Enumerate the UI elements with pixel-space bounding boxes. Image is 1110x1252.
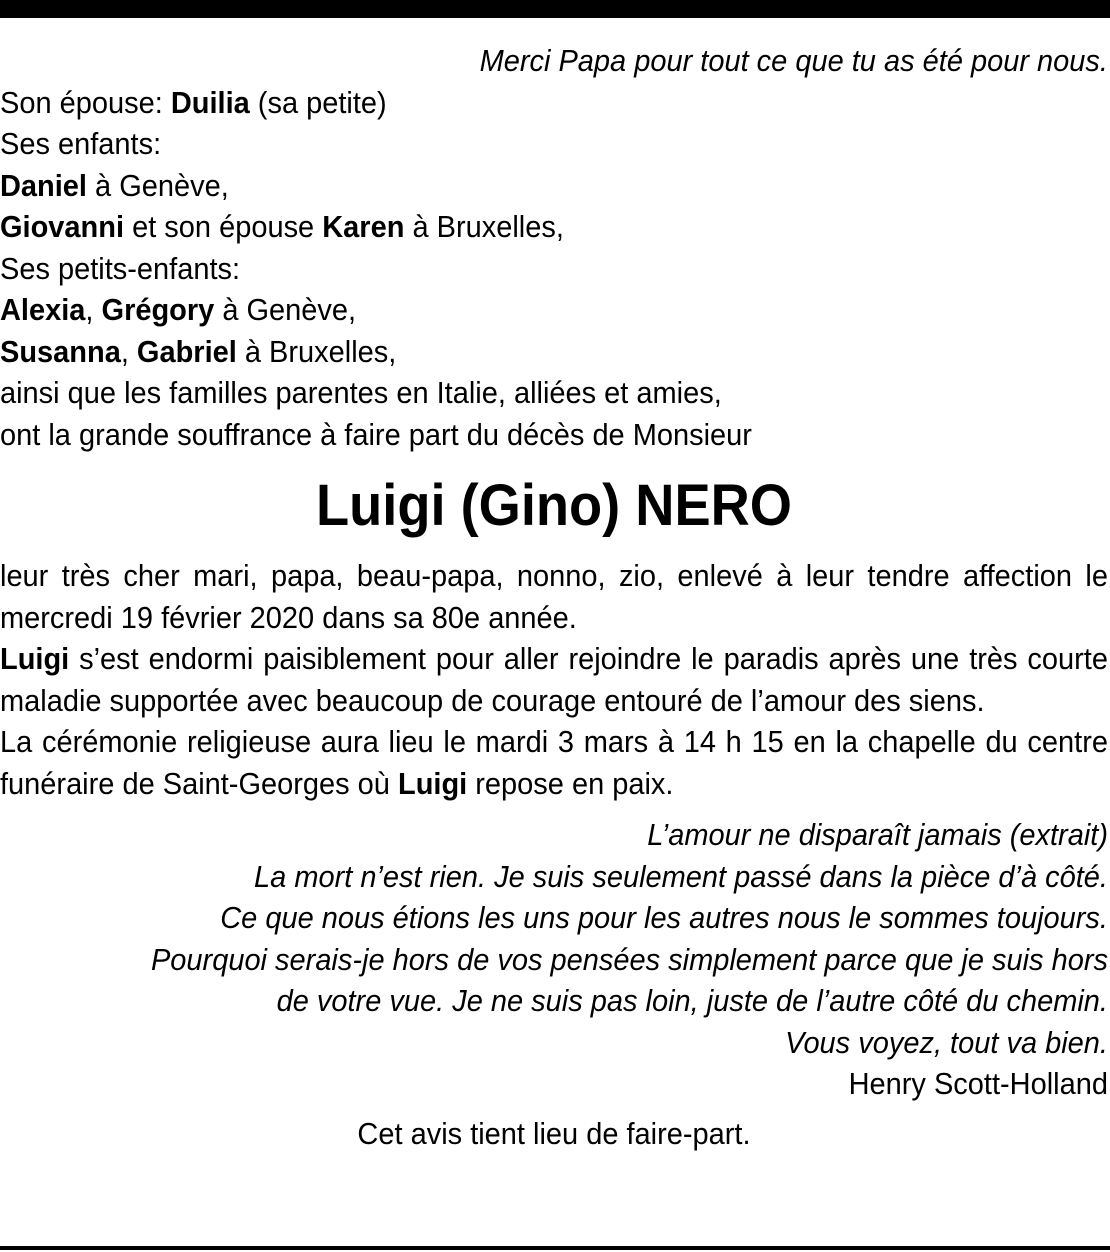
- notice-body: [0, 555, 1108, 804]
- poem-author: Henry Scott-Holland: [848, 1066, 1108, 1101]
- poem: [0, 814, 1108, 1105]
- spouse-label: Son épouse:: [0, 84, 171, 120]
- poem-line: Pourquoi serais-je hors de vos pensées simplement parce que je suis hors: [150, 941, 1108, 977]
- grandchild-name: Grégory: [101, 292, 215, 327]
- grandchild-name: Gabriel: [136, 333, 237, 369]
- spouse-note: (sa petite): [249, 84, 387, 120]
- body-text: s’est endormi paisiblement pour aller rejoindre le paradis après une très courte maladie supportée avec beaucoup de courage entouré de l’amour des siens.: [0, 641, 1108, 718]
- top-rule: [0, 0, 1110, 18]
- bottom-rule: [0, 1246, 1110, 1250]
- child-place: à Genève,: [86, 167, 229, 203]
- grandchild-place: à Genève,: [214, 292, 357, 327]
- poem-line: Ce que nous étions les uns pour les autres nous le sommes toujours.: [220, 900, 1108, 935]
- poem-line: La mort n’est rien. Je suis seulement passé dans la pièce d’à côté.: [254, 858, 1108, 894]
- child-spouse-name: Karen: [322, 209, 405, 244]
- deceased-first-name: Luigi: [0, 641, 70, 676]
- body-paragraph-2: [0, 638, 1108, 721]
- relatives-line: ainsi que les familles parentes en Italie, alliées et amies,: [0, 375, 722, 410]
- child-line-2: [0, 206, 1108, 248]
- family-list: [0, 82, 1108, 456]
- deceased-first-name: Luigi: [397, 765, 468, 801]
- grandchild-name: Alexia: [0, 292, 86, 327]
- obituary-notice: [0, 40, 1108, 1154]
- poem-line: de votre vue. Je ne suis pas loin, juste de l’autre côté du chemin.: [276, 983, 1108, 1018]
- poem-line: Vous voyez, tout va bien.: [785, 1024, 1108, 1060]
- children-label: Ses enfants:: [0, 126, 162, 161]
- body-paragraph-1: leur très cher mari, papa, beau-papa, nonno, zio, enlevé à leur tendre affection le mercredi 19 février 2020 dans sa 80e année.: [0, 558, 1108, 635]
- spouse-name: Duilia: [170, 84, 250, 120]
- separator: ,: [120, 333, 137, 369]
- child-name: Giovanni: [0, 209, 125, 244]
- poem-title: L’amour ne disparaît jamais (extrait): [647, 817, 1108, 852]
- deceased-name: Luigi (Gino) NERO: [316, 473, 792, 538]
- announcement-line: ont la grande souffrance à faire part du décès de Monsieur: [0, 416, 752, 452]
- child-line-1: [0, 165, 1108, 207]
- separator: ,: [85, 292, 102, 327]
- grandchildren-label: Ses petits-enfants:: [0, 250, 241, 286]
- body-paragraph-3: [0, 721, 1108, 804]
- child-text: et son épouse: [124, 209, 323, 244]
- child-place: à Bruxelles,: [404, 209, 564, 244]
- grandchild-name: Susanna: [0, 333, 121, 369]
- grandchild-line-2: [0, 331, 1108, 373]
- dedication-line: Merci Papa pour tout ce que tu as été pour nous.: [479, 43, 1108, 78]
- body-text: La cérémonie religieuse aura lieu le mardi 3 mars à 14 h 15 en la chapelle du centre funéraire de Saint-Georges où: [0, 724, 1108, 801]
- footer-note: Cet avis tient lieu de faire-part.: [357, 1115, 751, 1151]
- child-name: Daniel: [0, 167, 87, 203]
- grandchild-place: à Bruxelles,: [236, 333, 397, 369]
- body-text: repose en paix.: [467, 765, 674, 801]
- grandchild-line-1: [0, 289, 1108, 331]
- spouse-line: [0, 82, 1108, 124]
